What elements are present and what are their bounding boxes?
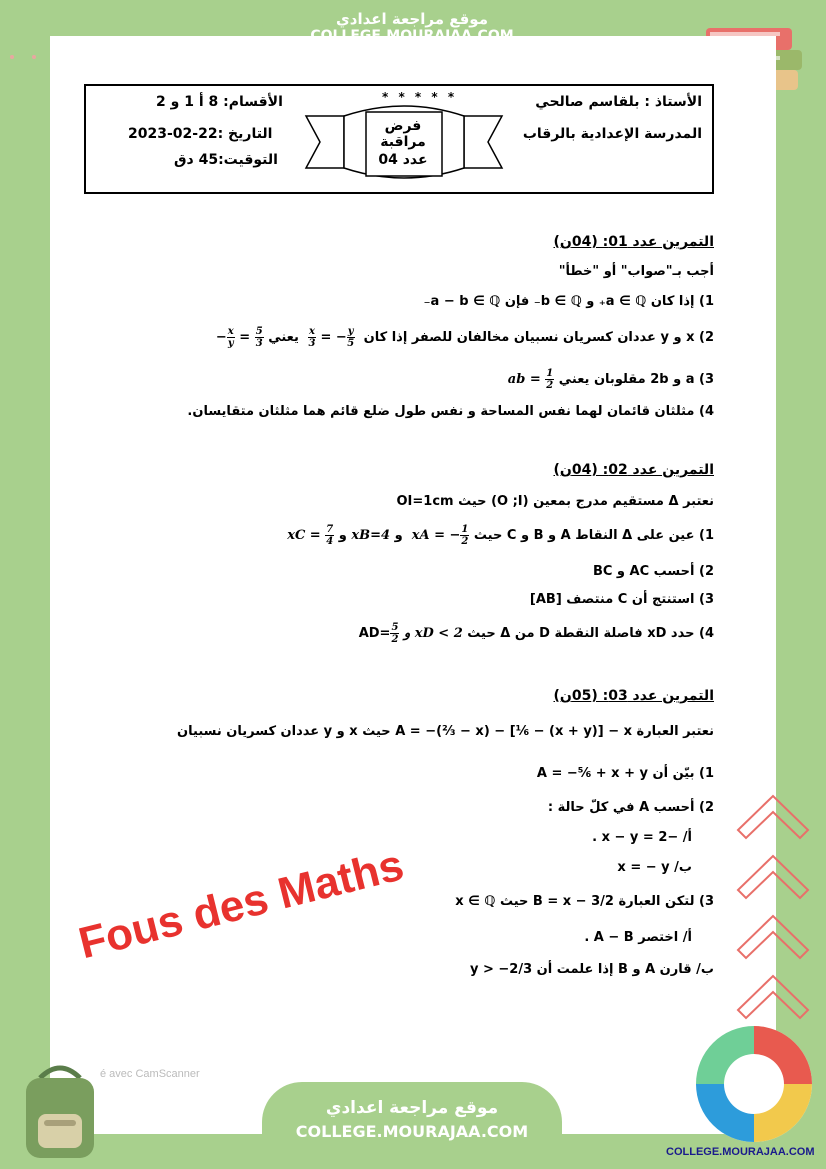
ex1-q3 xyxy=(503,368,714,391)
exam-number: عدد 04 xyxy=(378,152,428,168)
site-logo-icon[interactable] xyxy=(692,1022,817,1147)
ex3-q2b: ب/ x = − y xyxy=(617,860,692,875)
ex3-intro: نعتبر العبارة A = −(⅔ − x) − [⅙ − (x + y)] − x حيث x و y عددان كسريان نسبيان xyxy=(177,724,714,739)
classes: الأقسام: 8 أ 1 و 2 xyxy=(156,94,283,110)
ex1-q2-result: − $\frac{x}{y}$ = $\frac{5}{3}$ xyxy=(211,326,263,349)
ex3-q3: 3) لتكن العبارة B = x − 3/2 حيث x ∈ ℚ xyxy=(455,894,714,909)
ex2-q1-and: و xyxy=(394,528,403,543)
stars: * * * * * xyxy=(382,90,458,104)
ex3-q3a: أ/ اختصر A − B . xyxy=(584,930,692,945)
ex1-q3-text: 3) a و 2b مقلوبان يعني xyxy=(558,372,714,387)
ex2-q3: 3) استنتج أن C منتصف [AB] xyxy=(529,592,714,607)
ex1-q2-cond: $\frac{x}{3}$ = − $\frac{y}{5}$ xyxy=(308,326,355,349)
ex1-instruction: أجب بـ"صواب" أو "خطأ" xyxy=(558,264,714,279)
backpack-icon xyxy=(10,1058,110,1163)
exam-title: فرض مراقبة xyxy=(380,118,426,150)
ex2-q1-text: 1) عين على Δ النقاط A و B و C حيث xyxy=(473,528,714,543)
ex1-q4: 4) مثلثان قائمان لهما نفس المساحة و نفس طول ضلع قائم هما مثلثان متقايسان. xyxy=(187,404,714,419)
ex2-q1-xc: xC = $\frac{7}{4}$ xyxy=(287,524,334,547)
school-name: المدرسة الإعدادية بالرقاب xyxy=(522,126,702,142)
ex1-q3-math: ab = $\frac{1}{2}$ xyxy=(507,368,554,391)
logo-caption[interactable]: COLLEGE.MOURAJAA.COM xyxy=(666,1146,815,1158)
site-name-arabic: موقع مراجعة اعدادي xyxy=(336,10,488,28)
teacher-name: الأستاذ : بلقاسم صالحي xyxy=(535,94,702,110)
ex2-q4-text: 4) حدد xD فاصلة النقطة D من Δ حيث AD= xyxy=(358,626,714,641)
ex2-title: التمرين عدد 02: (04ن) xyxy=(553,462,714,478)
ex2-q4 xyxy=(359,622,714,645)
ex3-q2: 2) أحسب A في كلّ حالة : xyxy=(547,800,714,815)
ex2-q4-end: و xD < 2 xyxy=(403,626,463,641)
ex2-q1 xyxy=(283,524,714,547)
watermark: Fous des Maths xyxy=(73,840,409,969)
ex2-q2: 2) أحسب AC و BC xyxy=(592,564,714,579)
ex1-q2-text: 2) x و y عددان كسريان نسبيان مخالفان للصفر إذا كان xyxy=(363,330,714,345)
ex1-q2-means: يعني xyxy=(268,330,299,345)
site-banner-bottom[interactable] xyxy=(262,1082,562,1169)
ex1-q1: 1) إذا كان a ∈ ℚ₊ و b ∈ ℚ₋ فإن a − b ∈ ℚ₋ xyxy=(423,294,714,309)
exam-header xyxy=(84,84,714,194)
ex2-intro: نعتبر Δ مستقيم مدرج بمعين (O ;I) حيث OI=1cm xyxy=(396,494,714,509)
exam-duration: التوقيت:45 دق xyxy=(174,152,278,168)
exam-date: التاريخ :22-02-2023 xyxy=(128,126,273,142)
scanner-note: é avec CamScanner xyxy=(100,1068,200,1080)
ex1-title: التمرين عدد 01: (04ن) xyxy=(553,234,714,250)
site-url-bottom: COLLEGE.MOURAJAA.COM xyxy=(295,1122,529,1141)
ex3-q3b: ب/ قارن A و B إذا علمت أن y > −2/3 xyxy=(469,962,714,977)
ex2-q4-frac: $\frac{5}{2}$ xyxy=(391,622,399,645)
ex2-q1-xa: xA = − $\frac{1}{2}$ xyxy=(411,524,469,547)
ex3-q1: 1) بيّن أن A = −⅚ + x + y xyxy=(536,766,714,781)
chevron-decoration-icon xyxy=(734,790,812,1040)
ex2-q1-xb: xB=4 xyxy=(351,528,391,543)
ex3-q2a: أ/ −x − y = 2 . xyxy=(592,830,692,845)
ex1-q2 xyxy=(211,326,714,349)
ex2-q1-and2: و xyxy=(338,528,347,543)
ex3-title: التمرين عدد 03: (05ن) xyxy=(553,688,714,704)
site-name-arabic-bottom: موقع مراجعة اعدادي xyxy=(325,1098,499,1118)
